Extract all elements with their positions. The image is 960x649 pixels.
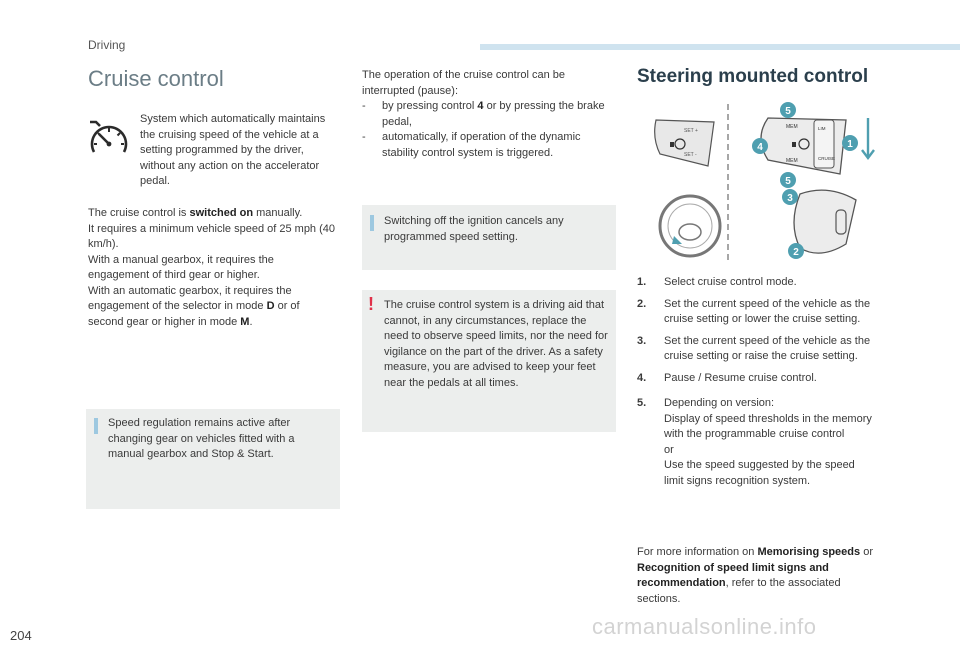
warning-note-text: The cruise control system is a driving aid that cannot, in any circumstances, replace the need to observe speed limits, nor the need for vigilance on the part of the driver. As a safety measure, you are advised to keep your feet near the pedals at all times. (384, 299, 608, 389)
warning-note (362, 290, 616, 432)
page-title: Cruise control (88, 66, 224, 91)
list-item: - by pressing control 4 or by pressing the brake pedal, (362, 100, 605, 128)
svg-text:1: 1 (847, 139, 853, 150)
watermark: carmanualsonline.info (592, 614, 817, 639)
info-icon (370, 215, 374, 231)
pause-intro: The operation of the cruise control can be interrupted (pause): (362, 69, 566, 97)
info-note-ignition (362, 205, 616, 270)
pause-list (362, 99, 614, 161)
list-item: 5. Depending on version: Display of speed thresholds in the memory with the programmable cruise control or Use the speed suggested by the speed limit signs recognition system. (637, 397, 872, 487)
info-note-text: Speed regulation remains active after changing gear on vehicles fitted with a manual gearbox and Stop & Start. (108, 417, 295, 460)
svg-text:3: 3 (787, 193, 793, 204)
cruise-intro: System which automatically maintains the cruising speed of the vehicle at a setting programmed by the driver, without any action on the accelerator pedal. (140, 113, 326, 187)
svg-text:LIM: LIM (818, 126, 826, 131)
warning-icon: ! (368, 294, 374, 314)
header-bar (480, 44, 960, 50)
control-steps (637, 275, 877, 495)
cruise-requirements: The cruise control is switched on manually. It requires a minimum vehicle speed of 25 mph (40 km/h). With a manual gearbox, it requires the engagement of third gear or higher. With an automatic gearbox, it requires the engagement of the selector in mode D or of second gear or higher in mode M. (88, 207, 336, 328)
list-item: 3. Set the current speed of the vehicle as the cruise setting or raise the cruise setting. (637, 334, 871, 362)
svg-text:4: 4 (757, 142, 763, 153)
svg-text:SET +: SET + (684, 128, 698, 134)
list-item: 4. Pause / Resume cruise control. (637, 371, 817, 384)
svg-text:5: 5 (785, 106, 791, 117)
list-item: 1. Select cruise control mode. (637, 276, 797, 288)
steering-control-diagram (650, 98, 890, 266)
svg-text:2: 2 (793, 247, 799, 258)
svg-text:5: 5 (785, 176, 791, 187)
page-number: 204 (10, 628, 32, 643)
section-label: Driving (88, 38, 126, 52)
svg-text:MEM: MEM (786, 158, 798, 164)
more-info: For more information on Memorising speeds or Recognition of speed limit signs and recommendation, refer to the associated sections. (637, 546, 873, 605)
svg-text:SET -: SET - (684, 152, 697, 158)
svg-text:MEM: MEM (786, 124, 798, 130)
info-note-gearbox (86, 409, 340, 509)
section-title: Steering mounted control (637, 66, 869, 87)
info-note-text: Switching off the ignition cancels any programmed speed setting. (384, 215, 564, 243)
svg-text:CRUISE: CRUISE (818, 156, 836, 161)
list-item: - automatically, if operation of the dynamic stability control system is triggered. (362, 131, 581, 159)
list-item: 2. Set the current speed of the vehicle as the cruise setting or lower the cruise setting. (637, 297, 871, 325)
cruise-control-icon (86, 118, 132, 158)
info-icon (94, 418, 98, 434)
